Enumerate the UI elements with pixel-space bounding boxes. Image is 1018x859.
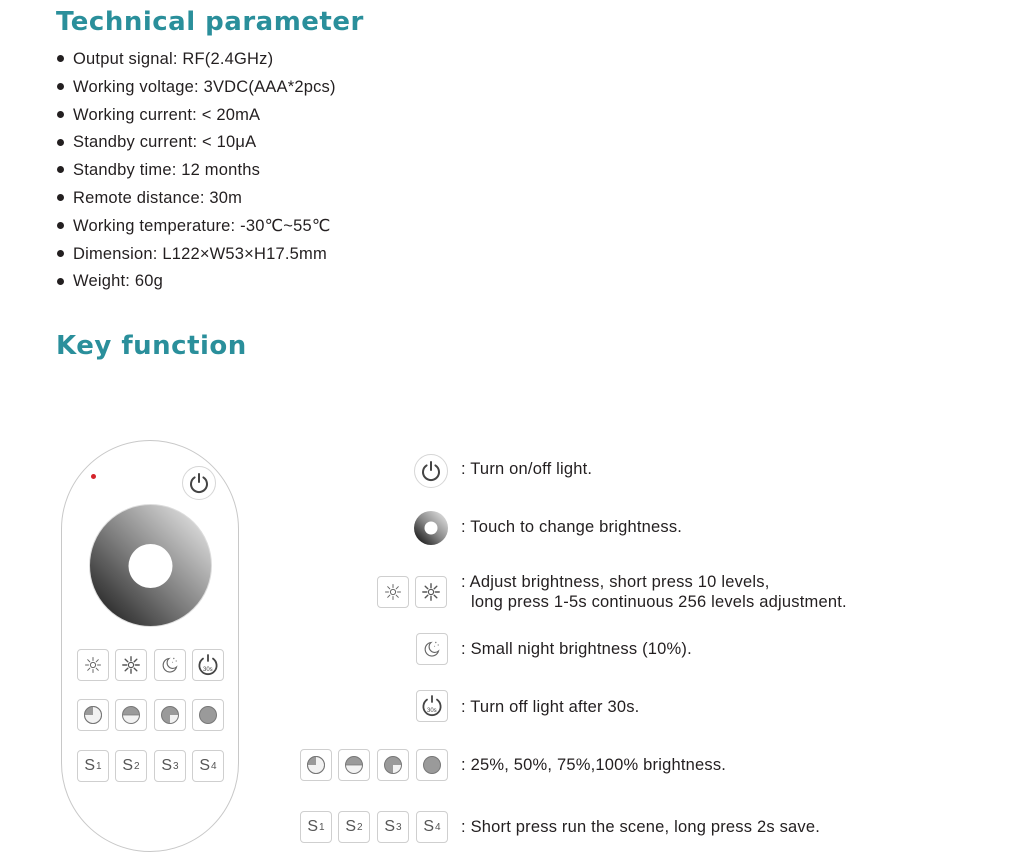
param-item: Working temperature: -30℃~55℃: [56, 213, 336, 241]
timer-description: : Turn off light after 30s.: [461, 698, 640, 716]
scene-2-button[interactable]: S 2: [115, 750, 147, 782]
legend-scene-4: S 4: [416, 811, 448, 843]
full-100-icon: [198, 705, 218, 725]
legend-timer-off: [416, 690, 448, 722]
sun-bright-icon: [421, 582, 441, 602]
brightness-25-button[interactable]: [77, 699, 109, 731]
sun-bright-icon: [121, 655, 141, 675]
bullet-icon: [57, 111, 64, 118]
indicator-led: [91, 474, 96, 479]
power-description: : Turn on/off light.: [461, 460, 593, 478]
scene-3-button[interactable]: S 3: [154, 750, 186, 782]
legend-brightness-75: [377, 749, 409, 781]
three-quarter-75-icon: [383, 755, 403, 775]
half-50-icon: [344, 755, 364, 775]
remote-body: [61, 440, 239, 852]
bullet-icon: [57, 278, 64, 285]
bullet-icon: [57, 166, 64, 173]
touch-wheel[interactable]: [88, 503, 213, 628]
legend-night-light: [416, 633, 448, 665]
technical-parameter-heading: Technical parameter: [56, 7, 364, 37]
brightness-50-button[interactable]: [115, 699, 147, 731]
bullet-icon: [57, 194, 64, 201]
night-description: : Small night brightness (10%).: [461, 640, 692, 658]
sun-dim-icon: [83, 655, 103, 675]
brightness-100-button[interactable]: [192, 699, 224, 731]
brightness-75-button[interactable]: [154, 699, 186, 731]
param-item: Standby current: < 10μA: [56, 129, 336, 157]
legend-scene-1: S 1: [300, 811, 332, 843]
power-icon: [419, 459, 443, 483]
three-quarter-75-icon: [160, 705, 180, 725]
legend-brightness-up: [415, 576, 447, 608]
quarter-25-icon: [83, 705, 103, 725]
legend-brightness-100: [416, 749, 448, 781]
scene-1-button[interactable]: S 1: [77, 750, 109, 782]
moon-icon: [160, 655, 180, 675]
power-icon: [187, 471, 211, 495]
param-item: Remote distance: 30m: [56, 185, 336, 213]
param-item: Dimension: L122×W53×H17.5mm: [56, 241, 336, 269]
legend-brightness-25: [300, 749, 332, 781]
bullet-icon: [57, 83, 64, 90]
adjust-description: : Adjust brightness, short press 10 levels, long press 1-5s continuous 256 levels adjustment.: [461, 573, 847, 611]
touch-wheel-icon: [413, 510, 449, 546]
legend-brightness-down: [377, 576, 409, 608]
bullet-icon: [57, 139, 64, 146]
technical-parameter-list: [56, 46, 336, 296]
brightness-down-button[interactable]: [77, 649, 109, 681]
bullet-icon: [57, 250, 64, 257]
scene-4-button[interactable]: S 4: [192, 750, 224, 782]
night-light-button[interactable]: [154, 649, 186, 681]
levels-description: : 25%, 50%, 75%,100% brightness.: [461, 756, 727, 774]
param-item: Standby time: 12 months: [56, 157, 336, 185]
key-function-heading: Key function: [56, 331, 247, 361]
legend-power-button: [414, 454, 448, 488]
touch-description: : Touch to change brightness.: [461, 518, 683, 536]
power-timer-icon: [420, 694, 444, 718]
bullet-icon: [57, 222, 64, 229]
sun-dim-icon: [383, 582, 403, 602]
timer-off-button[interactable]: [192, 649, 224, 681]
half-50-icon: [121, 705, 141, 725]
legend-scene-2: S 2: [338, 811, 370, 843]
timer-label: 30s: [427, 708, 437, 714]
brightness-up-button[interactable]: [115, 649, 147, 681]
quarter-25-icon: [306, 755, 326, 775]
moon-icon: [422, 639, 442, 659]
remote-power-button[interactable]: [182, 466, 216, 500]
param-item: Output signal: RF(2.4GHz): [56, 46, 336, 74]
timer-label: 30s: [203, 667, 213, 673]
power-timer-icon: [196, 653, 220, 677]
scenes-description: : Short press run the scene, long press 2s save.: [461, 818, 821, 836]
legend-brightness-50: [338, 749, 370, 781]
bullet-icon: [57, 55, 64, 62]
param-item: Working voltage: 3VDC(AAA*2pcs): [56, 74, 336, 102]
param-item: Working current: < 20mA: [56, 102, 336, 130]
param-item: Weight: 60g: [56, 268, 336, 296]
full-100-icon: [422, 755, 442, 775]
legend-scene-3: S 3: [377, 811, 409, 843]
